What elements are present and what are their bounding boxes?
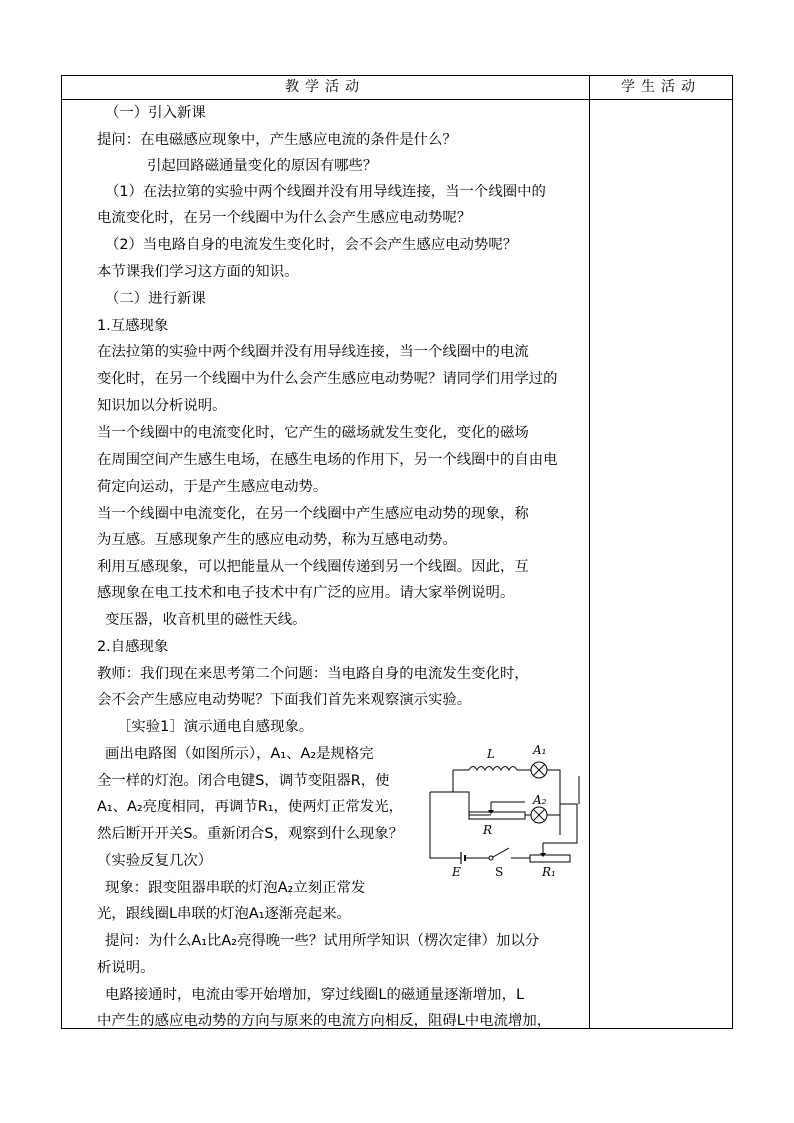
section-heading: （一）引入新课 xyxy=(105,105,206,121)
paragraph-line: 然后断开开关S。重新闭合S，观察到什么现象？ xyxy=(97,826,404,842)
paragraph-line: 荷定向运动，于是产生感应电动势。 xyxy=(97,479,328,495)
paragraph-line: 全一样的灯泡。闭合电键S，调节变阻器R，使 xyxy=(97,773,390,789)
paragraph-line: 引起回路磁通量变化的原因有哪些？ xyxy=(147,158,378,174)
paragraph-line: 中产生的感应电动势的方向与原来的电流方向相反，阻碍L中电流增加， xyxy=(97,1013,552,1029)
paragraph-line: 在周围空间产生感生电场，在感生电场的作用下，另一个线圈中的自由电 xyxy=(97,452,558,468)
paragraph-line: 提问：在电磁感应现象中，产生感应电流的条件是什么？ xyxy=(97,132,457,148)
inductor-coil xyxy=(469,767,517,771)
header-divider xyxy=(61,99,733,100)
label-r: R xyxy=(483,823,493,837)
paragraph-line: 画出电路图（如图所示），A₁、A₂是规格完 xyxy=(105,746,374,762)
paragraph-line: （1）在法拉第的实验中两个线圈并没有用导线连接，当一个线圈中的 xyxy=(105,184,546,200)
label-l: L xyxy=(487,747,495,761)
paragraph-line: 变压器，收音机里的磁性天线。 xyxy=(105,612,307,628)
student-activity-header: 学生活动 xyxy=(621,79,701,95)
label-r1: R₁ xyxy=(542,865,556,878)
label-e: E xyxy=(452,865,461,878)
paragraph-line: （实验反复几次） xyxy=(97,853,213,869)
experiment-title: ［实验1］演示通电自感现象。 xyxy=(117,719,314,735)
paragraph-line: （2）当电路自身的电流发生变化时，会不会产生感应电动势呢？ xyxy=(105,237,518,253)
subsection-heading: 2.自感现象 xyxy=(97,639,169,655)
column-divider xyxy=(589,75,590,1029)
paragraph-line: 电流变化时，在另一个线圈中为什么会产生感应电动势呢？ xyxy=(97,210,472,226)
paragraph-line: 感现象在电工技术和电子技术中有广泛的应用。请大家举例说明。 xyxy=(97,585,515,601)
paragraph-line: 当一个线圈中电流变化，在另一个线圈中产生感应电动势的现象，称 xyxy=(97,506,529,522)
paragraph-line: 教师：我们现在来思考第二个问题：当电路自身的电流发生变化时， xyxy=(97,666,529,682)
paragraph-line: 析说明。 xyxy=(97,960,155,976)
label-a1: A₁ xyxy=(533,743,547,757)
paragraph-line: 在法拉第的实验中两个线圈并没有用导线连接，当一个线圈中的电流 xyxy=(97,344,529,360)
paragraph-line: 变化时，在另一个线圈中为什么会产生感应电动势呢？请同学们用学过的 xyxy=(97,371,558,387)
paragraph-line: 光，跟线圈L串联的灯泡A₁逐渐亮起来。 xyxy=(97,906,351,922)
section-heading: （二）进行新课 xyxy=(105,291,206,307)
paragraph-line: 本节课我们学习这方面的知识。 xyxy=(97,264,299,280)
label-a2: A₂ xyxy=(533,793,547,807)
rheostat-r1 xyxy=(530,855,570,862)
label-s: S xyxy=(495,865,504,878)
paragraph-line: 电路接通时，电流由零开始增加，穿过线圈L的磁通量逐渐增加，L xyxy=(105,987,524,1003)
paragraph-line: 知识加以分析说明。 xyxy=(97,398,227,414)
paragraph-line: 利用互感现象，可以把能量从一个线圈传递到另一个线圈。因此，互 xyxy=(97,559,529,575)
circuit-diagram xyxy=(425,740,595,878)
paragraph-line: 当一个线圈中的电流变化时，它产生的磁场就发生变化，变化的磁场 xyxy=(97,425,529,441)
switch-s xyxy=(489,856,493,860)
paragraph-line: A₁、A₂亮度相同，再调节R₁，使两灯正常发光， xyxy=(97,799,404,815)
paragraph-line: 提问：为什么A₁比A₂亮得晚一些？试用所学知识（楞次定律）加以分 xyxy=(105,933,540,949)
paragraph-line: 现象：跟变阻器串联的灯泡A₂立刻正常发 xyxy=(105,880,366,896)
teaching-activity-header: 教学活动 xyxy=(285,79,365,95)
subsection-heading: 1.互感现象 xyxy=(97,318,169,334)
paragraph-line: 会不会产生感应电动势呢？下面我们首先来观察演示实验。 xyxy=(97,692,472,708)
paragraph-line: 为互感。互感现象产生的感应电动势，称为互感电动势。 xyxy=(97,532,457,548)
